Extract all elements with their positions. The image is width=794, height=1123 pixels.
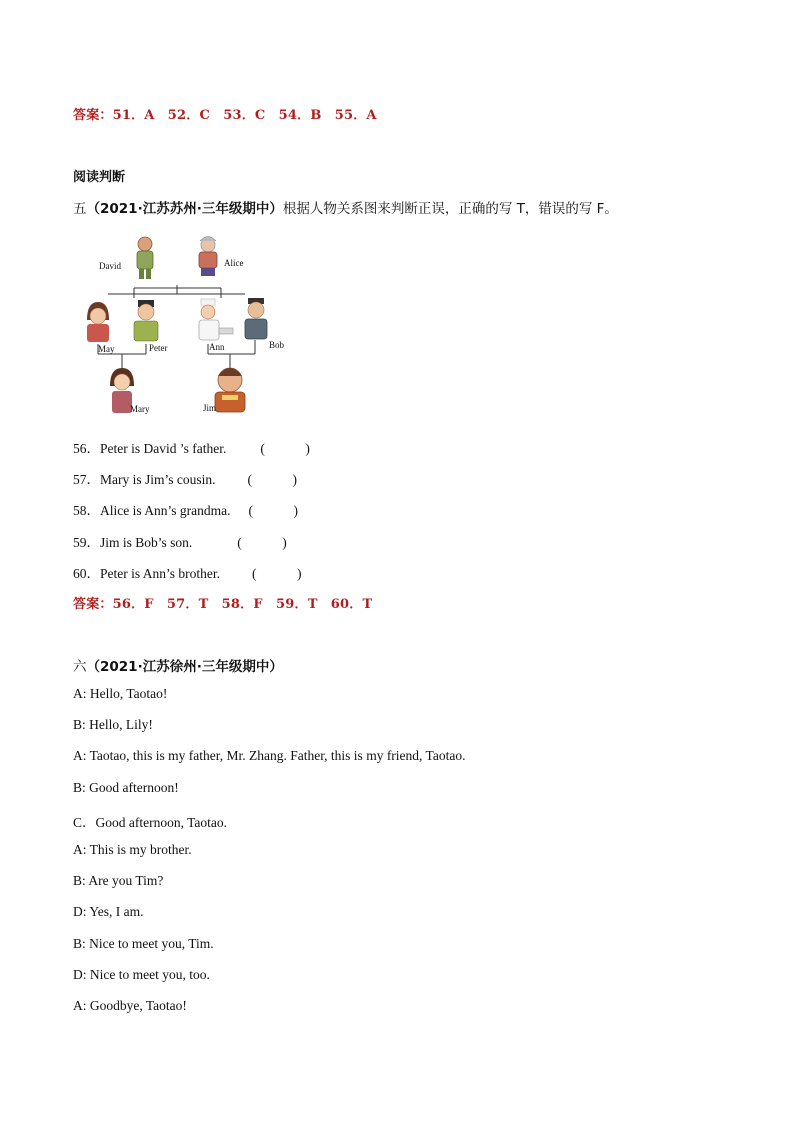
section5-number: 五 bbox=[73, 201, 87, 217]
tree-name-bob: Bob bbox=[269, 340, 285, 350]
question-text: 60．Peter is Ann’s brother. bbox=[73, 566, 220, 581]
answer-key-51-55: 答案：51．A 52．C 53．C 54．B 55．A bbox=[73, 108, 377, 123]
question-56 bbox=[73, 437, 310, 457]
answer-key-56-60: 答案：56．F 57．T 58．F 59．T 60．T bbox=[73, 597, 373, 612]
dialog-line: B: Are you Tim? bbox=[73, 873, 164, 888]
question-text: 59．Jim is Bob’s son. bbox=[73, 535, 193, 550]
jim-figure bbox=[215, 368, 245, 412]
section5-heading bbox=[73, 197, 618, 217]
section-title-reading: 阅读判断 bbox=[73, 170, 126, 185]
question-59 bbox=[73, 531, 287, 551]
dialog-line: A: This is my brother. bbox=[73, 842, 192, 857]
answer-blank: ( ) bbox=[247, 472, 298, 487]
section6-heading bbox=[73, 655, 283, 675]
section6-number: 六 bbox=[73, 659, 87, 675]
section5-source: （2021·江苏苏州·三年级期中） bbox=[86, 201, 283, 217]
alice-figure bbox=[199, 237, 217, 277]
question-60 bbox=[73, 562, 302, 582]
question-58 bbox=[73, 499, 298, 519]
david-figure bbox=[137, 237, 153, 279]
ann-figure bbox=[199, 299, 233, 340]
dialog-line: B: Nice to meet you, Tim. bbox=[73, 936, 214, 951]
tree-name-peter: Peter bbox=[149, 343, 168, 353]
question-text: 57．Mary is Jim’s cousin. bbox=[73, 472, 216, 487]
tree-name-may: May bbox=[98, 344, 115, 354]
answer-blank: ( ) bbox=[237, 535, 287, 550]
dialog-line: B: Hello, Lily! bbox=[73, 717, 153, 732]
dialog-line: A: Hello, Taotao! bbox=[73, 686, 168, 701]
peter-figure bbox=[134, 300, 158, 341]
may-figure bbox=[87, 302, 109, 342]
section5-instruction: 根据人物关系图来判断正误，正确的写 T，错误的写 F。 bbox=[282, 201, 618, 217]
question-57 bbox=[73, 468, 297, 488]
dialog-line: D: Yes, I am. bbox=[73, 904, 144, 919]
tree-name-alice: Alice bbox=[224, 258, 244, 268]
dialog-line: C．Good afternoon, Taotao. bbox=[73, 815, 228, 830]
tree-name-mary: Mary bbox=[130, 404, 150, 414]
dialog-line: B: Good afternoon! bbox=[73, 780, 179, 795]
answer-blank: ( ) bbox=[260, 441, 310, 456]
answer-blank: ( ) bbox=[252, 566, 302, 581]
dialog-line: D: Nice to meet you, too. bbox=[73, 967, 210, 982]
tree-name-jim: Jim bbox=[203, 403, 217, 413]
bob-figure bbox=[245, 298, 267, 339]
answer-blank: ( ) bbox=[248, 503, 298, 518]
dialog-line: A: Taotao, this is my father, Mr. Zhang. Father, this is my friend, Taotao. bbox=[73, 748, 466, 763]
question-text: 56．Peter is David ’s father. bbox=[73, 441, 227, 456]
family-tree-image bbox=[70, 228, 295, 420]
tree-name-ann: Ann bbox=[209, 342, 225, 352]
dialog-line: A: Goodbye, Taotao! bbox=[73, 998, 187, 1013]
question-text: 58．Alice is Ann’s grandma. bbox=[73, 503, 231, 518]
section6-source: （2021·江苏徐州·三年级期中） bbox=[86, 659, 283, 675]
tree-name-david: David bbox=[99, 261, 121, 271]
